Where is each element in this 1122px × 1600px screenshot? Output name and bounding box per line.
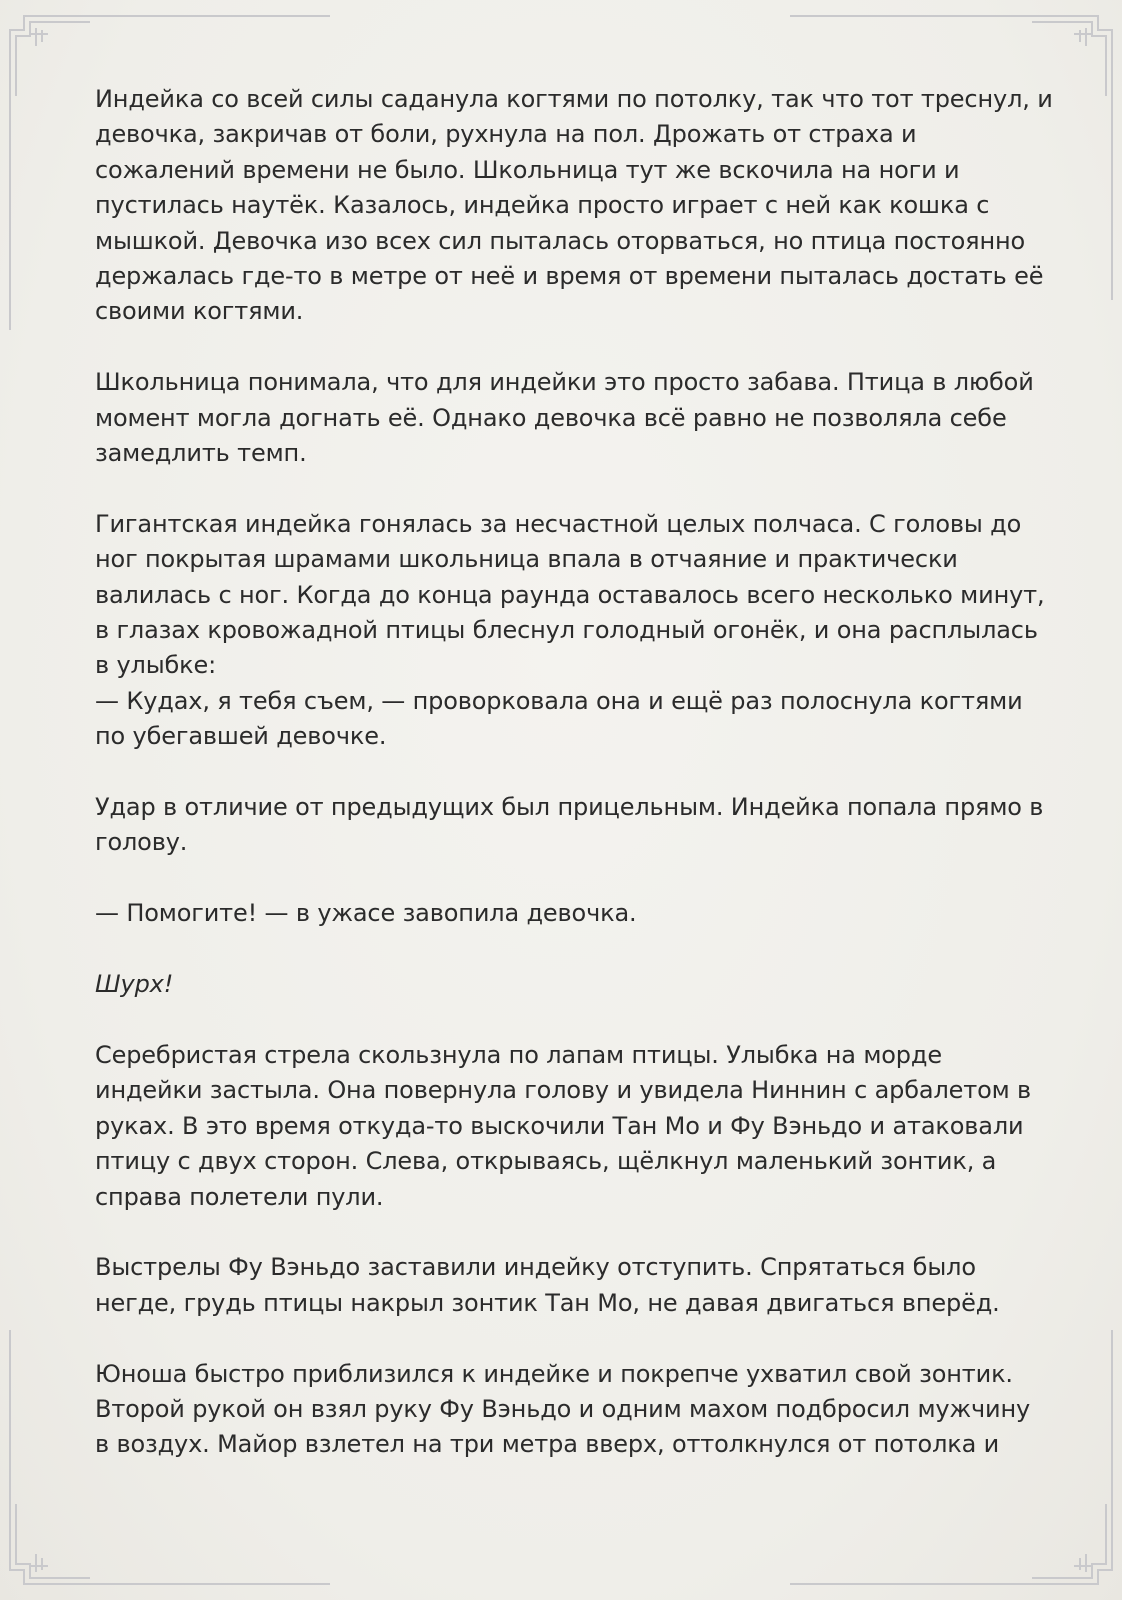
text-line: сожалений времени не было. Школьница тут же вскочила на ноги и — [95, 155, 960, 184]
text-line: в воздух. Майор взлетел на три метра вверх, оттолкнулся от потолка и — [95, 1430, 1000, 1459]
text-line: мышкой. Девочка изо всех сил пыталась оторваться, но птица постоянно — [95, 226, 1026, 255]
text-line: валилась с ног. Когда до конца раунда оставалось всего несколько минут, — [95, 580, 1045, 609]
text-line: в глазах кровожадной птицы блеснул голодный огонёк, и она расплылась — [95, 616, 1038, 645]
text-line: руках. В это время откуда-то выскочили Тан Мо и Фу Вэньдо и атаковали — [95, 1111, 1024, 1140]
text-line: Гигантская индейка гонялась за несчастной целых полчаса. С головы до — [95, 509, 1022, 538]
text-line: по убегавшей девочке. — [95, 722, 387, 751]
body-text — [95, 82, 1053, 1498]
paragraph — [95, 365, 1034, 471]
text-line: держалась где-то в метре от неё и время от времени пыталась достать её — [95, 262, 1044, 291]
text-line: голову. — [95, 828, 188, 857]
text-line: Удар в отличие от предыдущих был прицельным. Индейка попала прямо в — [95, 793, 1044, 822]
text-line: — Кудах, я тебя съем, — проворковала она и ещё раз полоснула когтями — [95, 686, 1023, 715]
text-line: ног покрытая шрамами школьница впала в отчаяние и практически — [95, 545, 958, 574]
text-line: справа полетели пули. — [95, 1182, 384, 1211]
text-line: Индейка со всей силы саданула когтями по потолку, так что тот треснул, и — [95, 85, 1053, 113]
text-line: Шурх! — [95, 970, 174, 999]
text-line: индейки застыла. Она повернула голову и увидела Ниннин с арбалетом в — [95, 1076, 1032, 1105]
paragraph — [95, 507, 1045, 755]
text-line: птицу с двух сторон. Слева, открываясь, щёлкнул маленький зонтик, а — [95, 1147, 997, 1176]
text-line: замедлить темп. — [95, 439, 307, 468]
paragraph — [95, 896, 1030, 931]
text-line: Второй рукой он взял руку Фу Вэньдо и одним махом подбросил мужчину — [95, 1394, 1031, 1423]
text-line: Выстрелы Фу Вэньдо заставили индейку отступить. Спрятаться было — [95, 1253, 976, 1282]
text-line: пустилась наутёк. Казалось, индейка просто играет с ней как кошка с — [95, 191, 990, 220]
text-line: Юноша быстро приблизился к индейке и покрепче ухватил свой зонтик. — [95, 1359, 1013, 1388]
paragraph — [95, 967, 1030, 1002]
text-line: в улыбке: — [95, 651, 217, 680]
text-line: момент могла догнать её. Однако девочка всё равно не позволяла себе — [95, 403, 1007, 432]
text-line: — Помогите! — в ужасе завопила девочка. — [95, 899, 637, 928]
text-line: Школьница понимала, что для индейки это просто забава. Птица в любой — [95, 368, 1034, 397]
paragraph — [95, 790, 1044, 861]
paragraph — [95, 1250, 1030, 1321]
text-line: своими когтями. — [95, 297, 304, 326]
text-line: девочка, закричав от боли, рухнула на пол. Дрожать от страха и — [95, 120, 917, 149]
text-line: негде, грудь птицы накрыл зонтик Тан Мо, не давая двигаться вперёд. — [95, 1288, 1000, 1317]
paragraph — [95, 82, 1053, 330]
paragraph — [95, 1038, 1030, 1215]
text-line: Серебристая стрела скользнула по лапам птицы. Улыбка на морде — [95, 1040, 942, 1069]
paragraph — [95, 1357, 1030, 1463]
